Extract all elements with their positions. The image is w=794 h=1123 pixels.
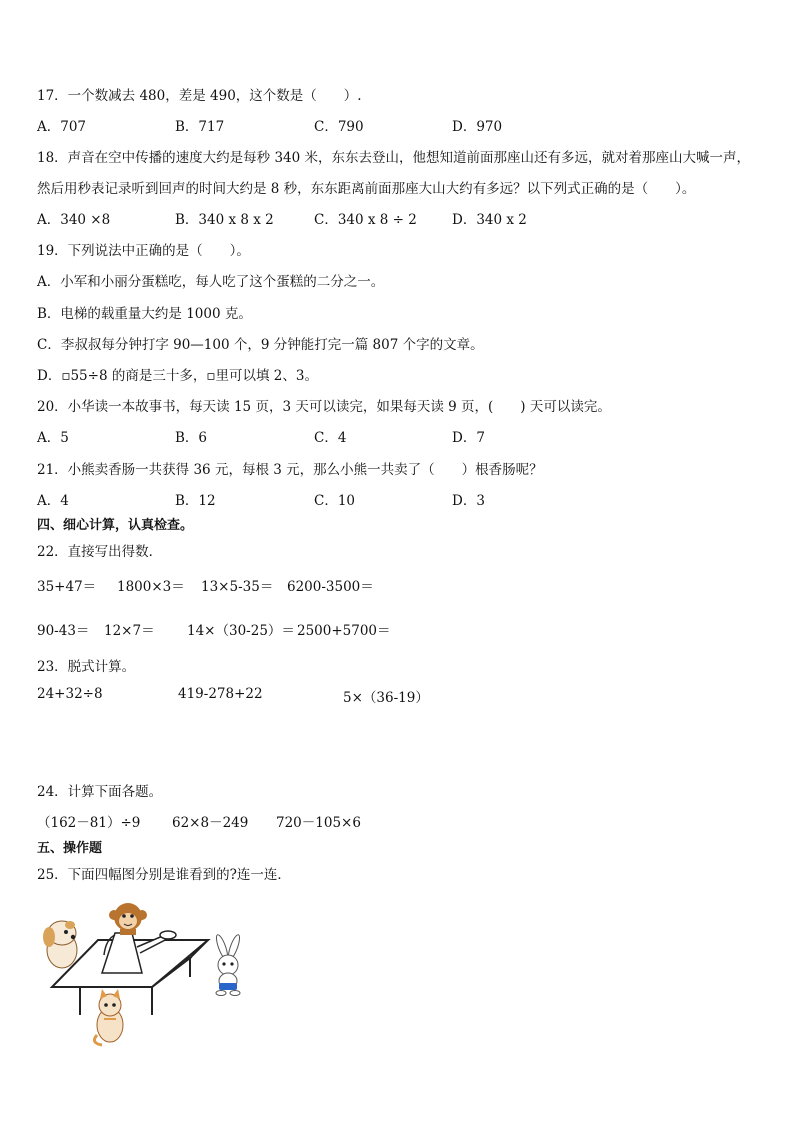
q17-stem: 17．一个数减去 480，差是 490，这个数是（ ）. [37,88,362,104]
q23-item: 419-278+22 [178,686,263,702]
q19-option-d: D．▫55÷8 的商是三十多，▫里可以填 2、3。 [37,368,318,384]
q21-options [37,489,597,507]
q24-stem: 24．计算下面各题。 [37,784,163,800]
monkey-icon [109,903,147,935]
dog-icon [43,921,77,968]
q22-item: 13×5-35＝ [201,579,274,595]
q23-item: 24+32÷8 [37,686,103,702]
q21-option-a: A．4 [37,493,69,509]
section4-title: 四、细心计算，认真检查。 [37,518,194,533]
q17-option-d: D．970 [452,119,503,135]
q20-options [37,426,597,444]
q19-option-b: B．电梯的载重量大约是 1000 克。 [37,306,252,322]
q21-stem: 21．小熊卖香肠一共获得 36 元，每根 3 元，那么小熊一共卖了（ ）根香肠呢？ [37,462,543,478]
q17-option-c: C．790 [314,119,364,135]
q20-option-b: B．6 [175,430,208,446]
section5-title: 五、操作题 [37,841,103,856]
q24-items [37,811,757,829]
q22-item: 12×7＝ [104,623,155,639]
q23-item: 5×（36-19） [343,690,429,706]
q20-option-c: C．4 [314,430,347,446]
q22-item: 14×（30-25）＝ [187,623,295,639]
q18-option-b: B．340 x 8 x 2 [175,212,274,228]
q22-item: 90-43＝ [37,623,90,639]
q24-item: （162－81）÷9 [37,815,141,831]
q22-item: 6200-3500＝ [287,579,374,595]
q20-option-d: D．7 [452,430,485,446]
q23-items [37,686,757,704]
q19-option-c: C．李叔叔每分钟打字 90—100 个，9 分钟能打完一篇 807 个字的文章。 [37,337,484,353]
q21-option-d: D．3 [452,493,485,509]
q20-stem: 20．小华读一本故事书，每天读 15 页，3 天可以读完，如果每天读 9 页，( ) 天可以读完。 [37,399,611,415]
q18-option-a: A．340 ×8 [37,212,111,228]
cat-icon [94,989,123,1045]
q18-stem-line2: 然后用秒表记录听到回声的时间大约是 8 秒，东东距离前面那座大山大约有多远？以下列式正确的是（ ）。 [37,181,696,197]
q23-stem: 23．脱式计算。 [37,659,136,675]
q18-options [37,208,597,226]
q17-option-b: B．717 [175,119,225,135]
q19-option-a: A．小军和小丽分蛋糕吃，每人吃了这个蛋糕的二分之一。 [37,274,385,290]
q22-item: 2500+5700＝ [297,623,391,639]
q17-options [37,115,597,133]
q22-stem: 22．直接写出得数． [37,544,163,560]
rabbit-icon [214,934,241,996]
q21-option-b: B．12 [175,493,216,509]
q18-option-d: D．340 x 2 [452,212,527,228]
q25-stem: 25．下面四幅图分别是谁看到的?连一连． [37,867,291,883]
q24-item: 720－105×6 [276,815,361,831]
observation-scene-illustration [40,895,255,1050]
q22-item: 35+47＝ [37,579,97,595]
q18-option-c: C．340 x 8 ÷ 2 [314,212,417,228]
q24-item: 62×8－249 [172,815,249,831]
q22-row1 [37,575,757,593]
q22-item: 1800×3＝ [117,579,185,595]
q19-stem: 19．下列说法中正确的是（ ）。 [37,243,250,259]
q17-option-a: A．707 [37,119,87,135]
q22-row2 [37,619,757,637]
q21-option-c: C．10 [314,493,356,509]
q18-stem-line1: 18．声音在空中传播的速度大约是每秒 340 米，东东去登山，他想知道前面那座山还有多远，就对着那座山大喊一声， [37,150,751,166]
q20-option-a: A．5 [37,430,69,446]
